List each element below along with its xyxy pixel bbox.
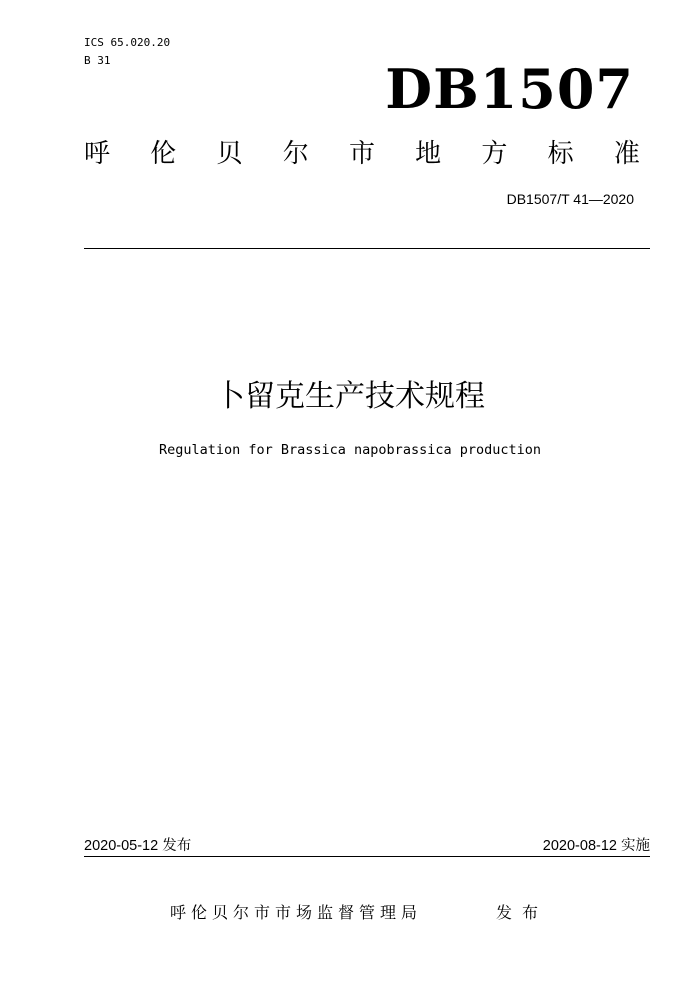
standard-number: DB1507/T 41—2020 (506, 191, 634, 207)
ics-code: ICS 65.020.20 (84, 36, 171, 49)
issuer-name: 呼伦贝尔市市场监督管理局 (170, 903, 423, 922)
standard-kind-char: 方 (481, 139, 508, 169)
document-title-cn: 卜留克生产技术规程 (215, 379, 485, 414)
standard-kind-char: 贝 (216, 139, 243, 169)
standard-kind-char: 尔 (282, 139, 309, 169)
standard-kind-char: 准 (613, 139, 640, 169)
footer-divider (84, 856, 650, 857)
standard-kind-char: 伦 (150, 139, 177, 169)
classification-code: B 31 (84, 54, 111, 67)
issuer-action: 发布 (496, 903, 549, 922)
implement-date: 2020-08-12 实施 (542, 838, 650, 854)
header-divider (84, 248, 650, 249)
standard-kind-char: 地 (415, 139, 442, 169)
standard-kind-char: 市 (348, 139, 375, 169)
standard-kind-char: 呼 (84, 139, 111, 169)
standard-code: DB1507 (385, 57, 634, 121)
document-title-en: Regulation for Brassica napobrassica production (158, 442, 541, 458)
standard-kind-char: 标 (547, 139, 574, 169)
issue-date: 2020-05-12 发布 (84, 838, 192, 854)
standard-kind (84, 138, 640, 170)
